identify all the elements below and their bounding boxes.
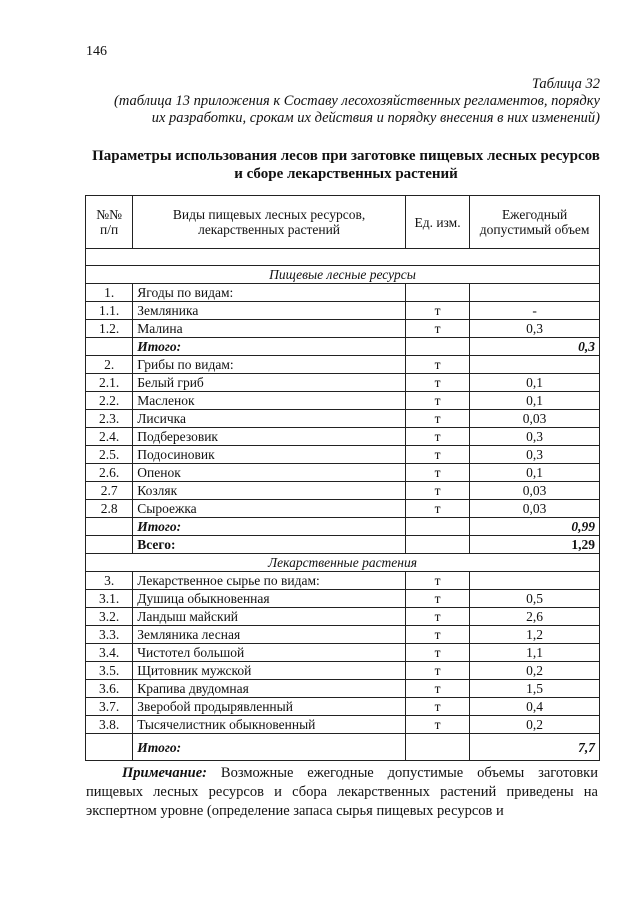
cell-unit: т <box>405 320 469 338</box>
cell-num <box>86 734 133 761</box>
cell-num: 2.1. <box>86 374 133 392</box>
cell-name: Тысячелистник обыкновенный <box>133 716 406 734</box>
table-caption <box>100 76 600 127</box>
cell-num: 2.2. <box>86 392 133 410</box>
cell-unit <box>405 284 469 302</box>
group-row <box>86 572 600 590</box>
cell-name: Опенок <box>133 464 406 482</box>
cell-volume: 0,5 <box>470 590 600 608</box>
cell-unit: т <box>405 626 469 644</box>
cell-num: 3.6. <box>86 680 133 698</box>
cell-volume: 0,2 <box>470 662 600 680</box>
cell-num: 2. <box>86 356 133 374</box>
cell-unit: т <box>405 356 469 374</box>
cell-name: Земляника лесная <box>133 626 406 644</box>
table-row <box>86 428 600 446</box>
cell-num <box>86 518 133 536</box>
table-header-row <box>86 196 600 249</box>
cell-name: Подберезовик <box>133 428 406 446</box>
cell-unit: т <box>405 482 469 500</box>
table-row <box>86 446 600 464</box>
spacer-cell <box>86 249 600 266</box>
table-row <box>86 662 600 680</box>
subtotal-label: Итого: <box>133 518 406 536</box>
cell-name: Зверобой продырявленный <box>133 698 406 716</box>
cell-num: 3.2. <box>86 608 133 626</box>
cell-volume <box>470 356 600 374</box>
cell-name: Чистотел большой <box>133 644 406 662</box>
cell-volume: 0,1 <box>470 392 600 410</box>
cell-unit: т <box>405 428 469 446</box>
table-row <box>86 500 600 518</box>
cell-volume: 0,3 <box>470 320 600 338</box>
cell-num: 3. <box>86 572 133 590</box>
cell-name: Лисичка <box>133 410 406 428</box>
table-row <box>86 608 600 626</box>
cell-unit <box>405 518 469 536</box>
cell-unit: т <box>405 590 469 608</box>
cell-num: 2.4. <box>86 428 133 446</box>
section-row <box>86 266 600 284</box>
cell-unit: т <box>405 302 469 320</box>
footnote <box>86 764 598 821</box>
cell-volume <box>470 284 600 302</box>
cell-name: Сыроежка <box>133 500 406 518</box>
cell-name: Ландыш майский <box>133 608 406 626</box>
cell-name: Земляника <box>133 302 406 320</box>
document-title: Параметры использования лесов при заготовке пищевых лесных ресурсов и сборе лекарственных растений <box>92 148 600 182</box>
table-row <box>86 626 600 644</box>
cell-volume: 0,4 <box>470 698 600 716</box>
cell-unit <box>405 734 469 761</box>
header-num: №№ п/п <box>86 196 133 249</box>
header-name: Виды пищевых лесных ресурсов, лекарственных растений <box>133 196 406 249</box>
table-row <box>86 644 600 662</box>
cell-unit: т <box>405 644 469 662</box>
cell-num: 2.5. <box>86 446 133 464</box>
section-title-food: Пищевые лесные ресурсы <box>86 266 600 284</box>
table-row <box>86 410 600 428</box>
cell-unit: т <box>405 716 469 734</box>
table-row <box>86 590 600 608</box>
cell-name: Подосиновик <box>133 446 406 464</box>
cell-name: Масленок <box>133 392 406 410</box>
cell-num: 3.1. <box>86 590 133 608</box>
cell-num: 3.7. <box>86 698 133 716</box>
table-row <box>86 374 600 392</box>
cell-volume: - <box>470 302 600 320</box>
cell-num: 3.3. <box>86 626 133 644</box>
grand-total-row <box>86 536 600 554</box>
cell-unit: т <box>405 374 469 392</box>
cell-num: 2.6. <box>86 464 133 482</box>
header-unit: Ед. изм. <box>405 196 469 249</box>
cell-num: 2.8 <box>86 500 133 518</box>
cell-unit: т <box>405 410 469 428</box>
cell-num: 3.5. <box>86 662 133 680</box>
table-row <box>86 392 600 410</box>
cell-volume <box>470 572 600 590</box>
cell-volume: 1,1 <box>470 644 600 662</box>
cell-unit: т <box>405 446 469 464</box>
table-row <box>86 716 600 734</box>
cell-num: 3.4. <box>86 644 133 662</box>
cell-volume: 0,03 <box>470 482 600 500</box>
cell-unit: т <box>405 572 469 590</box>
cell-volume: 2,6 <box>470 608 600 626</box>
cell-num: 2.7 <box>86 482 133 500</box>
subtotal-value: 7,7 <box>470 734 600 761</box>
cell-volume: 0,1 <box>470 374 600 392</box>
cell-num: 2.3. <box>86 410 133 428</box>
subtotal-row <box>86 734 600 761</box>
cell-unit: т <box>405 662 469 680</box>
cell-num: 1. <box>86 284 133 302</box>
section-title-medicinal: Лекарственные растения <box>86 554 600 572</box>
cell-unit: т <box>405 698 469 716</box>
subtotal-row <box>86 338 600 356</box>
table-row <box>86 320 600 338</box>
cell-name: Лекарственное сырье по видам: <box>133 572 406 590</box>
subtotal-row <box>86 518 600 536</box>
table-caption-number: Таблица 32 <box>531 76 600 92</box>
cell-unit: т <box>405 680 469 698</box>
cell-name: Козляк <box>133 482 406 500</box>
cell-unit: т <box>405 500 469 518</box>
group-row <box>86 356 600 374</box>
cell-name: Белый гриб <box>133 374 406 392</box>
cell-name: Грибы по видам: <box>133 356 406 374</box>
cell-volume: 1,5 <box>470 680 600 698</box>
cell-unit: т <box>405 464 469 482</box>
cell-num: 1.1. <box>86 302 133 320</box>
cell-volume: 0,1 <box>470 464 600 482</box>
cell-name: Ягоды по видам: <box>133 284 406 302</box>
cell-num <box>86 338 133 356</box>
section-row <box>86 554 600 572</box>
cell-name: Малина <box>133 320 406 338</box>
cell-num: 3.8. <box>86 716 133 734</box>
cell-volume: 0,3 <box>470 428 600 446</box>
parameters-table <box>85 195 600 761</box>
cell-num <box>86 536 133 554</box>
grand-total-value: 1,29 <box>470 536 600 554</box>
table-caption-reference: (таблица 13 приложения к Составу лесохозяйственных регламентов, порядку их разработки, срокам их действия и порядку внесения в них изменений) <box>113 93 600 126</box>
table-row <box>86 302 600 320</box>
cell-unit <box>405 536 469 554</box>
footnote-text: Возможные ежегодные допустимые объемы заготовки пищевых лесных ресурсов и сбора лекарственных растений приведены на экспертном уровне (определение запаса сырья пищевых ресурсов и <box>86 765 598 819</box>
cell-volume: 0,3 <box>470 446 600 464</box>
footnote-label: Примечание: <box>122 765 208 781</box>
cell-volume: 0,03 <box>470 500 600 518</box>
header-volume: Ежегодный допустимый объем <box>470 196 600 249</box>
cell-name: Щитовник мужской <box>133 662 406 680</box>
cell-volume: 0,2 <box>470 716 600 734</box>
subtotal-value: 0,3 <box>470 338 600 356</box>
table-row <box>86 698 600 716</box>
cell-unit: т <box>405 608 469 626</box>
cell-name: Крапива двудомная <box>133 680 406 698</box>
group-row <box>86 284 600 302</box>
spacer-row <box>86 249 600 266</box>
cell-volume: 1,2 <box>470 626 600 644</box>
subtotal-label: Итого: <box>133 734 406 761</box>
cell-num: 1.2. <box>86 320 133 338</box>
table-row <box>86 680 600 698</box>
cell-name: Душица обыкновенная <box>133 590 406 608</box>
table-row <box>86 464 600 482</box>
subtotal-label: Итого: <box>133 338 406 356</box>
table-row <box>86 482 600 500</box>
cell-unit <box>405 338 469 356</box>
cell-unit: т <box>405 392 469 410</box>
subtotal-value: 0,99 <box>470 518 600 536</box>
page-number: 146 <box>86 44 107 59</box>
grand-total-label: Всего: <box>133 536 406 554</box>
cell-volume: 0,03 <box>470 410 600 428</box>
